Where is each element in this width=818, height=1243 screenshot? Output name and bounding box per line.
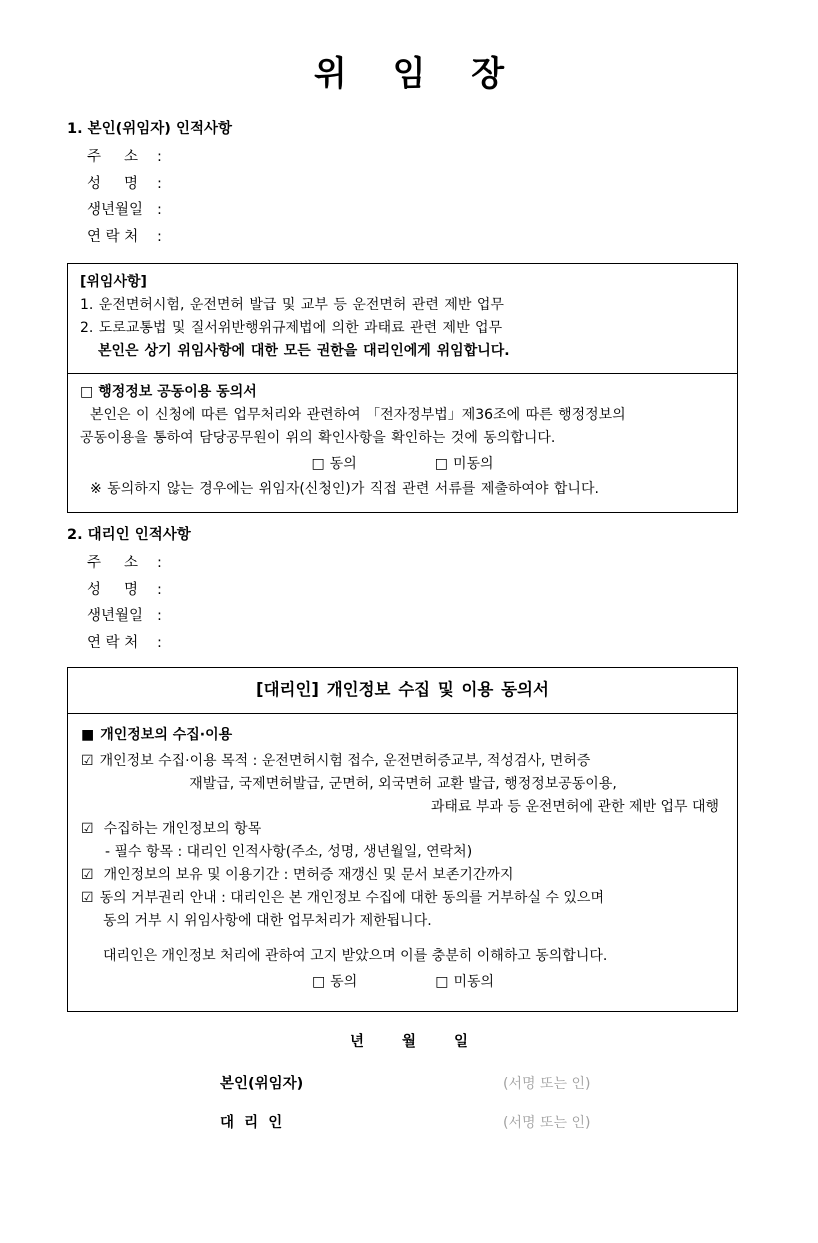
agent-field-colon-name: :: [157, 581, 162, 598]
date-day-label: 일: [454, 1033, 469, 1050]
privacy-consent-choices: [81, 968, 725, 997]
privacy-checkbox-spacer: [357, 971, 435, 995]
admin-disagree-label: 미동의: [452, 455, 494, 472]
privacy-item-purpose-cont-1: 재발급, 국제면허발급, 군면허, 외국면허 교환 발급, 행정정보공동이용,: [189, 775, 617, 792]
privacy-disagree-label: 미동의: [453, 974, 495, 991]
privacy-item-fields-sub: - 필수 항목 : 대리인 인적사항(주소, 성명, 생년월일, 연락처): [105, 844, 473, 861]
checkbox-spacer: [357, 453, 435, 477]
privacy-item-refusal-cont: 동의 거부 시 위임사항에 대한 업무처리가 제한됩니다.: [103, 912, 432, 929]
privacy-item-purpose-text: 개인정보 수집·이용 목적 : 운전면허시험 접수, 운전면허증교부, 적성검사, 면허증: [99, 752, 591, 769]
signature-label-agent: 대 리 인: [220, 1114, 283, 1131]
checkbox-icon-privacy-agree[interactable]: □: [311, 974, 326, 991]
privacy-item-retention-text: 개인정보의 보유 및 이용기간 : 면허증 재갱신 및 문서 보존기간까지: [103, 866, 514, 883]
field-label-name: 성 명: [87, 175, 139, 192]
delegation-item-2: 2. 도로교통법 및 질서위반행위규제법에 의한 과태료 관련 제반 업무: [80, 320, 503, 337]
privacy-item-refusal-text: 동의 거부권리 안내 : 대리인은 본 개인정보 수집에 대한 동의를 거부하실 수 있으며: [99, 889, 604, 906]
checkbox-icon-privacy-disagree[interactable]: □: [435, 974, 449, 991]
agent-field-row-birthdate: [87, 597, 751, 624]
date-year-label: 년: [349, 1033, 364, 1050]
agent-field-row-address: [87, 544, 751, 571]
agent-fields: [67, 544, 751, 650]
field-row-address: [87, 138, 751, 165]
principal-fields: [67, 138, 751, 244]
privacy-section-title-row: [81, 726, 725, 746]
privacy-agree-label: 동의: [330, 974, 358, 991]
admin-info-body-line-1: 본인은 이 신청에 따른 업무처리와 관련하여 「전자정부법」제36조에 따른 행정정보의: [90, 407, 626, 424]
date-line: [67, 1012, 751, 1051]
delegation-item-1: 1. 운전면허시험, 운전면허 발급 및 교부 등 운전면허 관련 제반 업무: [80, 297, 504, 314]
admin-info-body-line-2: 공동이용을 통하여 담당공무원이 위의 확인사항을 확인하는 것에 동의합니다.: [80, 429, 556, 446]
checkbox-icon-admin-agree[interactable]: □: [311, 455, 325, 472]
admin-info-note: ※ 동의하지 않는 경우에는 위임자(신청인)가 직접 관련 서류를 제출하여야 합니다.: [90, 481, 599, 498]
checkbox-icon-admin-disagree[interactable]: □: [434, 455, 448, 472]
delegation-statement: 본인은 상기 위임사항에 대한 모든 권한을 대리인에게 위임합니다.: [98, 342, 510, 359]
privacy-spacer: [81, 932, 725, 945]
field-colon-birthdate: :: [157, 202, 162, 219]
signature-row-principal: [67, 1076, 751, 1093]
page-title: 위 임 장: [313, 54, 522, 94]
checkbox-checked-icon-purpose[interactable]: ☑: [81, 752, 94, 769]
agent-field-label-contact: 연 락 처: [87, 634, 139, 651]
signature-note-principal[interactable]: (서명 또는 인): [503, 1076, 591, 1093]
field-row-contact: [87, 218, 751, 245]
checkbox-checked-icon-retention[interactable]: ☑: [81, 866, 94, 883]
agent-field-colon-birthdate: :: [157, 608, 162, 625]
agent-field-colon-address: :: [157, 555, 162, 572]
signature-label-principal: 본인(위임자): [220, 1076, 304, 1093]
checkbox-checked-icon-refusal[interactable]: ☑: [81, 889, 94, 906]
privacy-item-refusal: [81, 887, 725, 910]
principal-section-heading: 1. 본인(위임자) 인적사항: [67, 121, 233, 138]
privacy-section-title: 개인정보의 수집·이용: [100, 727, 233, 744]
agent-field-label-birthdate: 생년월일: [87, 608, 144, 625]
privacy-item-fields: [81, 818, 725, 841]
field-colon-contact: :: [157, 228, 162, 245]
privacy-item-purpose-cont-2: 과태료 부과 등 운전면허에 관한 제반 업무 대행: [430, 798, 719, 815]
square-bullet-icon: ■: [81, 727, 95, 744]
delegation-and-admin-box: [67, 263, 738, 513]
signature-row-agent: [67, 1094, 751, 1132]
admin-info-consent-choices: [80, 450, 725, 479]
field-row-name: [87, 165, 751, 192]
admin-info-title: 행정정보 공동이용 동의서: [98, 384, 257, 401]
privacy-item-purpose: [81, 750, 725, 773]
checkbox-checked-icon-fields[interactable]: ☑: [81, 821, 94, 838]
delegation-items-section: [68, 264, 737, 373]
date-month-label: 월: [401, 1033, 416, 1050]
field-colon-name: :: [157, 175, 162, 192]
admin-agree-label: 동의: [329, 455, 357, 472]
privacy-box-header: [대리인] 개인정보 수집 및 이용 동의서: [256, 680, 549, 700]
delegation-box-title: [위임사항]: [80, 274, 147, 291]
agent-section-heading: 2. 대리인 인적사항: [67, 527, 191, 544]
checkbox-icon-admin-title[interactable]: □: [80, 384, 94, 401]
signature-block: [67, 1051, 751, 1132]
field-label-contact: 연 락 처: [87, 228, 139, 245]
field-colon-address: :: [157, 149, 162, 166]
privacy-item-retention: [81, 864, 725, 887]
privacy-acknowledgement: 대리인은 개인정보 처리에 관하여 고지 받았으며 이를 충분히 이해하고 동의합니다.: [103, 948, 608, 965]
privacy-box-body: [68, 713, 737, 1011]
admin-agree-option[interactable]: [311, 453, 356, 477]
privacy-item-fields-text: 수집하는 개인정보의 항목: [103, 821, 262, 838]
agent-field-label-address: 주 소: [87, 555, 139, 572]
privacy-disagree-option[interactable]: [435, 971, 494, 995]
admin-info-consent-section: [68, 373, 737, 512]
admin-info-title-row: [80, 383, 725, 402]
field-label-birthdate: 생년월일: [87, 202, 144, 219]
privacy-agree-option[interactable]: [312, 971, 357, 995]
agent-field-row-name: [87, 571, 751, 598]
field-label-address: 주 소: [87, 149, 139, 166]
agent-field-row-contact: [87, 624, 751, 651]
signature-note-agent[interactable]: (서명 또는 인): [503, 1114, 591, 1131]
field-row-birthdate: [87, 191, 751, 218]
admin-disagree-option[interactable]: [435, 453, 494, 477]
agent-field-colon-contact: :: [157, 634, 162, 651]
privacy-consent-box: [67, 667, 738, 1012]
agent-field-label-name: 성 명: [87, 581, 139, 598]
